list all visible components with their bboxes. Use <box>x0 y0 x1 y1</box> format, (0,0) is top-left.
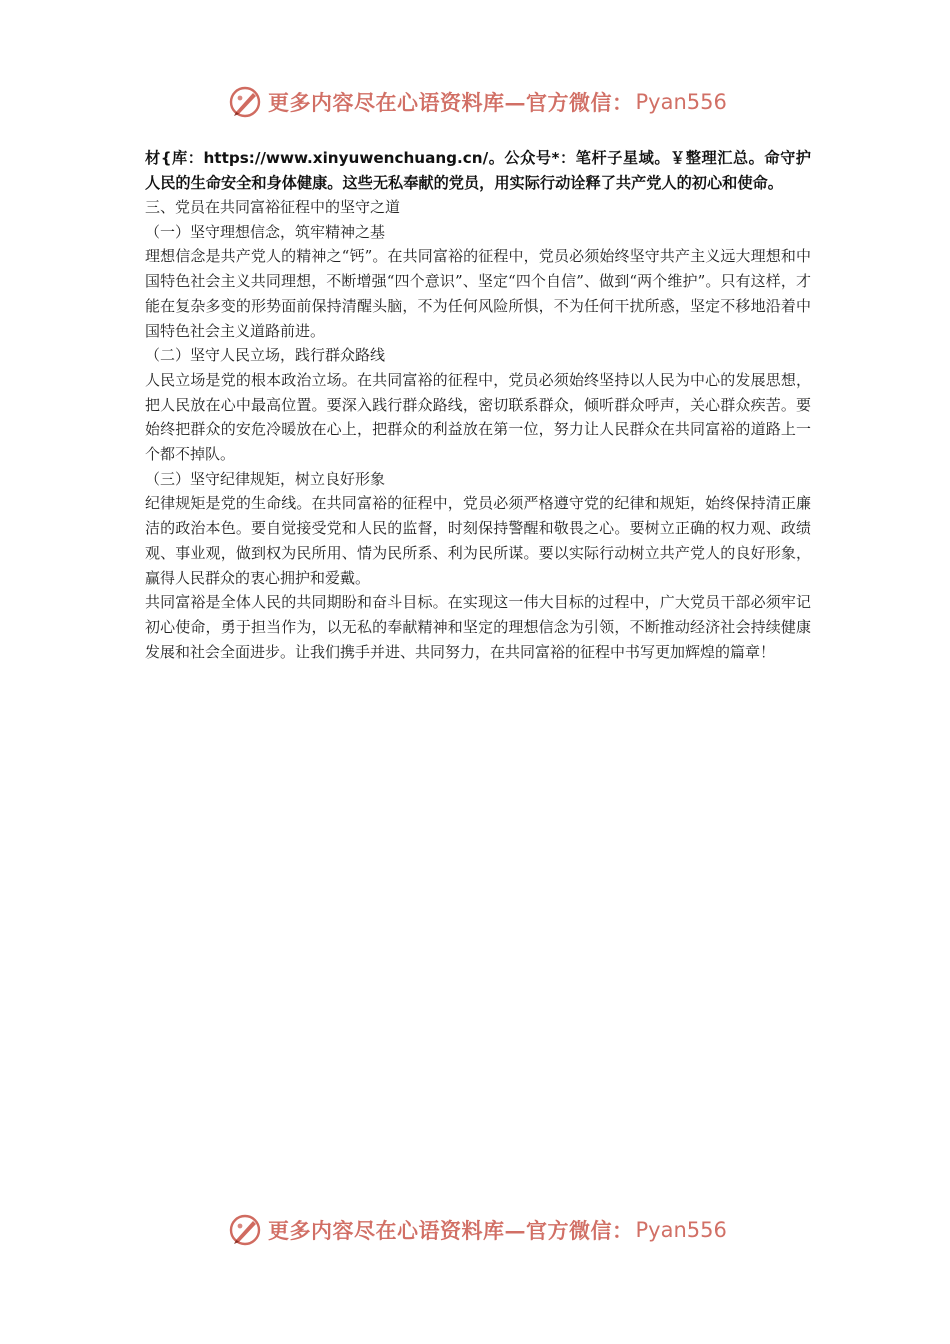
subsection-heading-3: （三）坚守纪律规矩，树立良好形象 <box>145 469 386 488</box>
header-banner <box>228 82 727 122</box>
pen-logo-icon <box>228 1213 262 1247</box>
subsection-heading-2: （二）坚守人民立场，践行群众路线 <box>145 346 386 365</box>
conclusion-paragraph: 共同富裕是全体人民的共同期盼和奋斗目标。在实现这一伟大目标的过程中，广大党员干部必须牢记初心使命，勇于担当作为，以无私的奉献精神和坚定的理想信念为引领，不断推动经济社会持续健康发展和社会全面进步。让我们携手并进、共同努力，在共同富裕的征程中书写更加辉煌的篇章！ <box>145 593 811 661</box>
pen-logo-icon <box>228 85 262 119</box>
subsection-text-2: 人民立场是党的根本政治立场。在共同富裕的征程中，党员必须始终坚持以人民为中心的发展思想，把人民放在心中最高位置。要深入践行群众路线，密切联系群众，倾听群众呼声，关心群众疾苦。要始终把群众的安危冷暖放在心上，把群众的利益放在第一位，努力让人民群众在共同富裕的道路上一个都不掉队。 <box>145 370 811 464</box>
footer-banner <box>228 1210 727 1250</box>
wechat-handle: Pyan556 <box>635 90 727 114</box>
wechat-handle: Pyan556 <box>635 1218 727 1242</box>
section-heading: 三、党员在共同富裕征程中的坚守之道 <box>145 198 401 216</box>
banner-text: 更多内容尽在心语资料库—官方微信： <box>268 90 634 115</box>
subsection-text-1: 理想信念是共产党人的精神之“钙”。在共同富裕的征程中，党员必须始终坚守共产主义远大理想和中国特色社会主义共同理想，不断增强“四个意识”、坚定“四个自信”、做到“两个维护”。只有这样，才能在复杂多变的形势面前保持清醒头脑，不为任何风险所惧，不为任何干扰所惑，坚定不移地沿着中国特色社会主义道路前进。 <box>145 247 811 340</box>
lead-paragraph: 材{库：https://www.xinyuwenchuang.cn/。公众号*：笔杆子星域。￥整理汇总。命守护人民的生命安全和身体健康。这些无私奉献的党员，用实际行动诠释了共产党人的初心和使命。 <box>145 149 811 192</box>
document-body <box>145 146 811 664</box>
banner-text: 更多内容尽在心语资料库—官方微信： <box>268 1218 634 1243</box>
subsection-text-3: 纪律规矩是党的生命线。在共同富裕的征程中，党员必须严格遵守党的纪律和规矩，始终保持清正廉洁的政治本色。要自觉接受党和人民的监督，时刻保持警醒和敬畏之心。要树立正确的权力观、政绩观、事业观，做到权为民所用、情为民所系、利为民所谋。要以实际行动树立共产党人的良好形象，赢得人民群众的衷心拥护和爱戴。 <box>145 494 811 587</box>
subsection-heading-1: （一）坚守理想信念，筑牢精神之基 <box>145 222 386 241</box>
